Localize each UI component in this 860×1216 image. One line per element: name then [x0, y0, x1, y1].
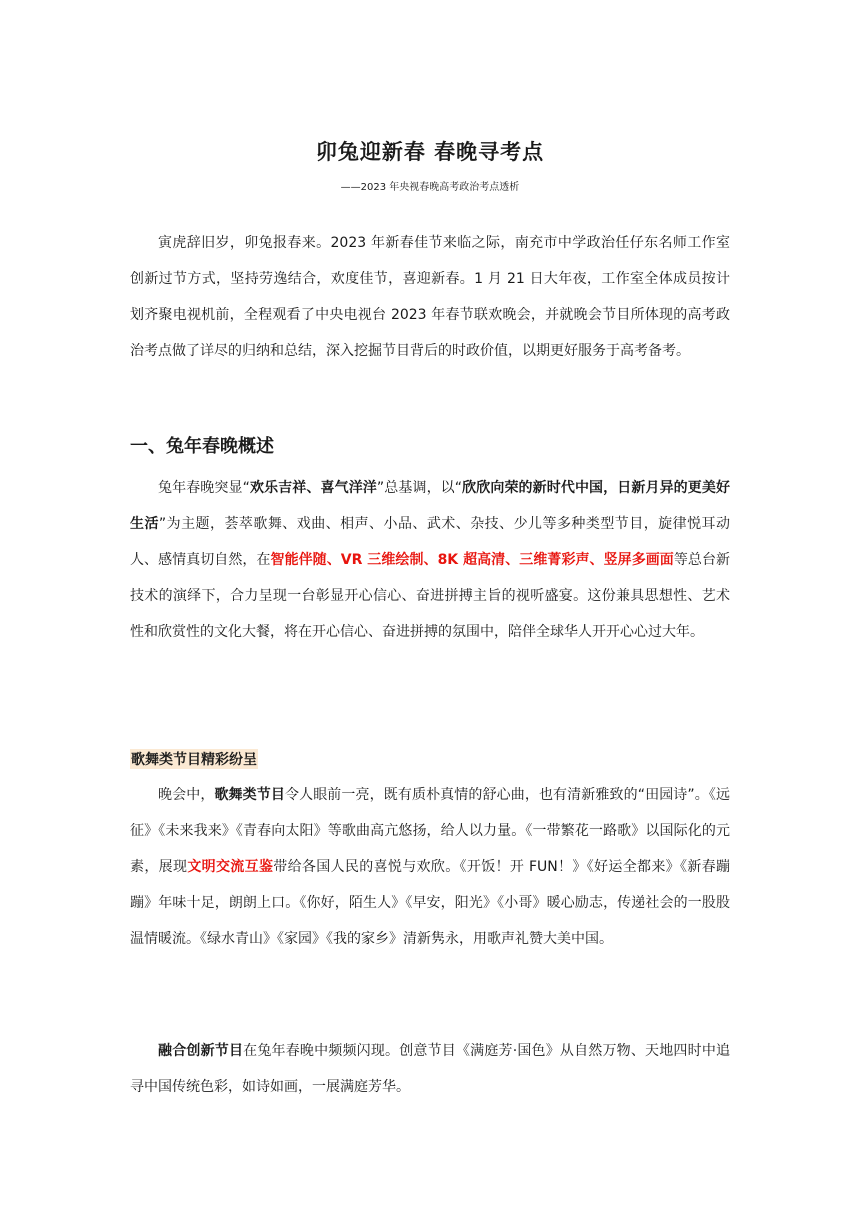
document-title: 卯兔迎新春 春晚寻考点 [315, 140, 545, 164]
song-bold-1: 歌舞类节目 [214, 787, 285, 803]
song-highlight-red: 文明交流互鉴 [187, 859, 274, 875]
song-text-3: 带给各国人民的喜悦与欢欣。《开饭！开 FUN！》《好运全都来》《新春蹦蹦》年味十足，朗朗上口。《你好，陌生人》《早安，阳光》《小哥》暖心励志，传递社会的一股股温情暖流。《绿水青山》《家园》《我的家乡》清新隽永，用歌声礼赞大美中国。 [130, 859, 730, 947]
fusion-bold-1: 融合创新节目 [158, 1043, 244, 1059]
overview-highlight-red: 智能伴随、VR 三维绘制、8K 超高清、三维菁彩声、竖屏多画面 [270, 552, 674, 568]
document-subtitle: ——2023 年央视春晚高考政治考点透析 [340, 182, 520, 193]
overview-text-2: ”总基调，以“ [376, 480, 463, 496]
subheading-highlighted: 歌舞类节目精彩纷呈 [130, 749, 258, 769]
overview-text-4: 等总台新技术的演绎下，合力呈现一台彰显开心信心、奋进拼搏主旨的视听盛宴。这份兼具思想性、艺术性和欣赏性的文化大餐，将在开心信心、奋进拼搏的氛围中，陪伴全球华人开开心心过大年。 [130, 552, 731, 640]
overview-text-1: 兔年春晚突显“ [158, 480, 250, 496]
fusion-paragraph [130, 1033, 730, 1105]
overview-bold-2: 欣欣向荣的新时代中国，日新月异的更美好生活 [130, 480, 730, 532]
song-text-2: 令人眼前一亮，既有质朴真情的舒心曲，也有清新雅致的“田园诗”。《远征》《未来我来》《青春向太阳》等歌曲高亢悠扬，给人以力量。《一带繁花一路歌》以国际化的元素，展现 [130, 787, 730, 875]
intro-paragraph: 寅虎辞旧岁，卯兔报春来。2023 年新春佳节来临之际，南充市中学政治任仔东名师工作室创新过节方式，坚持劳逸结合，欢度佳节，喜迎新春。1 月 21 日大年夜，工作室全体成员按计划齐聚电视机前，全程观看了中央电视台 2023 年春节联欢晚会，并就晚会节目所体现的高考政治考点做了详尽的归纳和总结，深入挖掘节目背后的时政价值，以期更好服务于高考备考。 [130, 235, 730, 359]
song-text-1: 晚会中， [158, 787, 215, 803]
overview-text-3: ”为主题，荟萃歌舞、戏曲、相声、小品、武术、杂技、少儿等多种类型节目，旋律悦耳动人、感情真切自然，在 [130, 516, 730, 568]
song-dance-paragraph [130, 777, 730, 957]
fusion-text-1: 在兔年春晚中频频闪现。创意节目《满庭芳·国色》从自然万物、天地四时中追寻中国传统色彩，如诗如画，一展满庭芳华。 [130, 1043, 731, 1095]
section-heading: 一、兔年春晚概述 [130, 436, 274, 457]
overview-bold-1: 欢乐吉祥、喜气洋洋 [249, 480, 377, 496]
overview-paragraph [130, 470, 730, 650]
